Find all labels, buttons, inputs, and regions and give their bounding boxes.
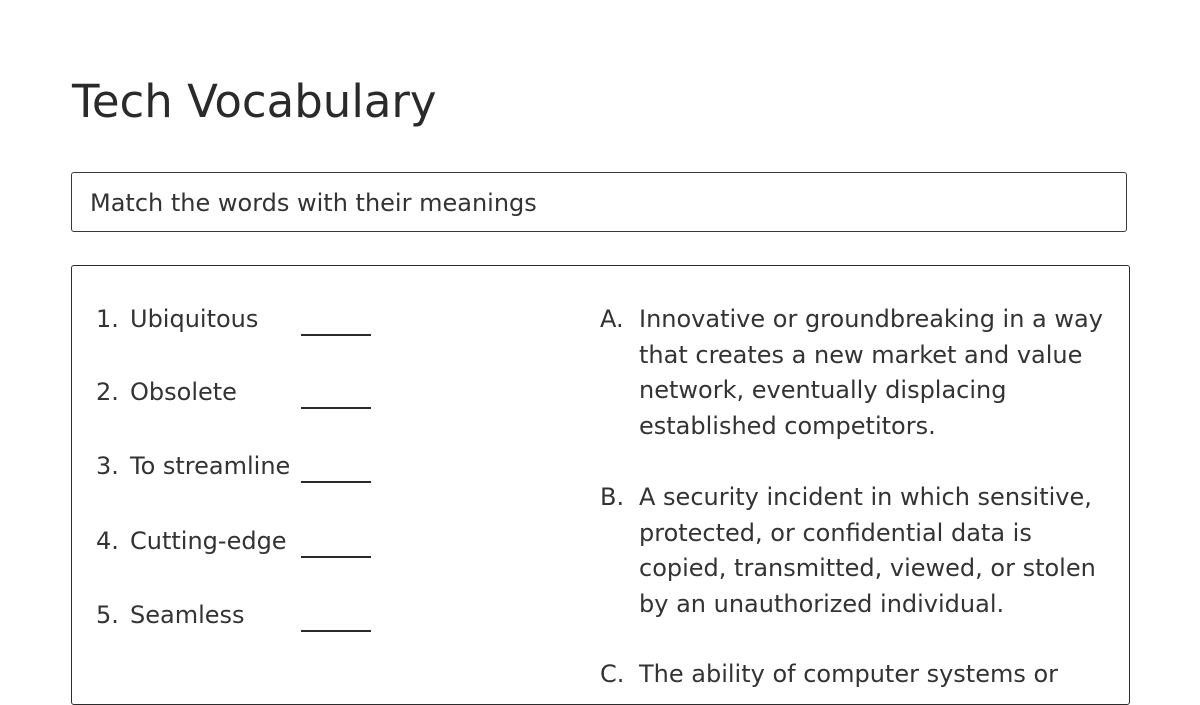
word-item-2 xyxy=(96,377,386,417)
definition-text: Innovative or groundbreaking in a way that creates a new market and value network, eventually displacing established competitors. xyxy=(639,305,1103,440)
word-item-1 xyxy=(96,304,386,344)
word-label: Obsolete xyxy=(130,378,237,406)
word-number: 1. xyxy=(96,305,119,333)
word-label: To streamline xyxy=(130,452,291,480)
word-number: 5. xyxy=(96,601,119,629)
word-number: 3. xyxy=(96,452,119,480)
answer-blank[interactable] xyxy=(301,630,371,632)
word-label: Cutting-edge xyxy=(130,527,287,555)
definition-text: The ability of computer systems or xyxy=(639,660,1059,688)
definition-letter: A. xyxy=(600,305,624,333)
answer-blank[interactable] xyxy=(301,334,371,336)
word-item-4 xyxy=(96,526,386,566)
definition-letter: C. xyxy=(600,660,625,688)
word-number: 2. xyxy=(96,378,119,406)
definition-letter: B. xyxy=(600,483,625,511)
answer-blank[interactable] xyxy=(301,407,371,409)
answer-blank[interactable] xyxy=(301,481,371,483)
word-label: Seamless xyxy=(130,601,245,629)
page-title: Tech Vocabulary xyxy=(72,75,437,128)
word-number: 4. xyxy=(96,527,119,555)
instruction-text: Match the words with their meanings xyxy=(90,189,537,217)
instruction-box xyxy=(71,172,1127,232)
word-label: Ubiquitous xyxy=(130,305,259,333)
matching-exercise-box xyxy=(71,265,1130,705)
word-item-5 xyxy=(96,600,386,640)
answer-blank[interactable] xyxy=(301,556,371,558)
word-item-3 xyxy=(96,451,386,491)
definition-text: A security incident in which sensitive, protected, or confidential data is copied, transmitted, viewed, or stolen by an unauthorized individual. xyxy=(639,483,1096,618)
